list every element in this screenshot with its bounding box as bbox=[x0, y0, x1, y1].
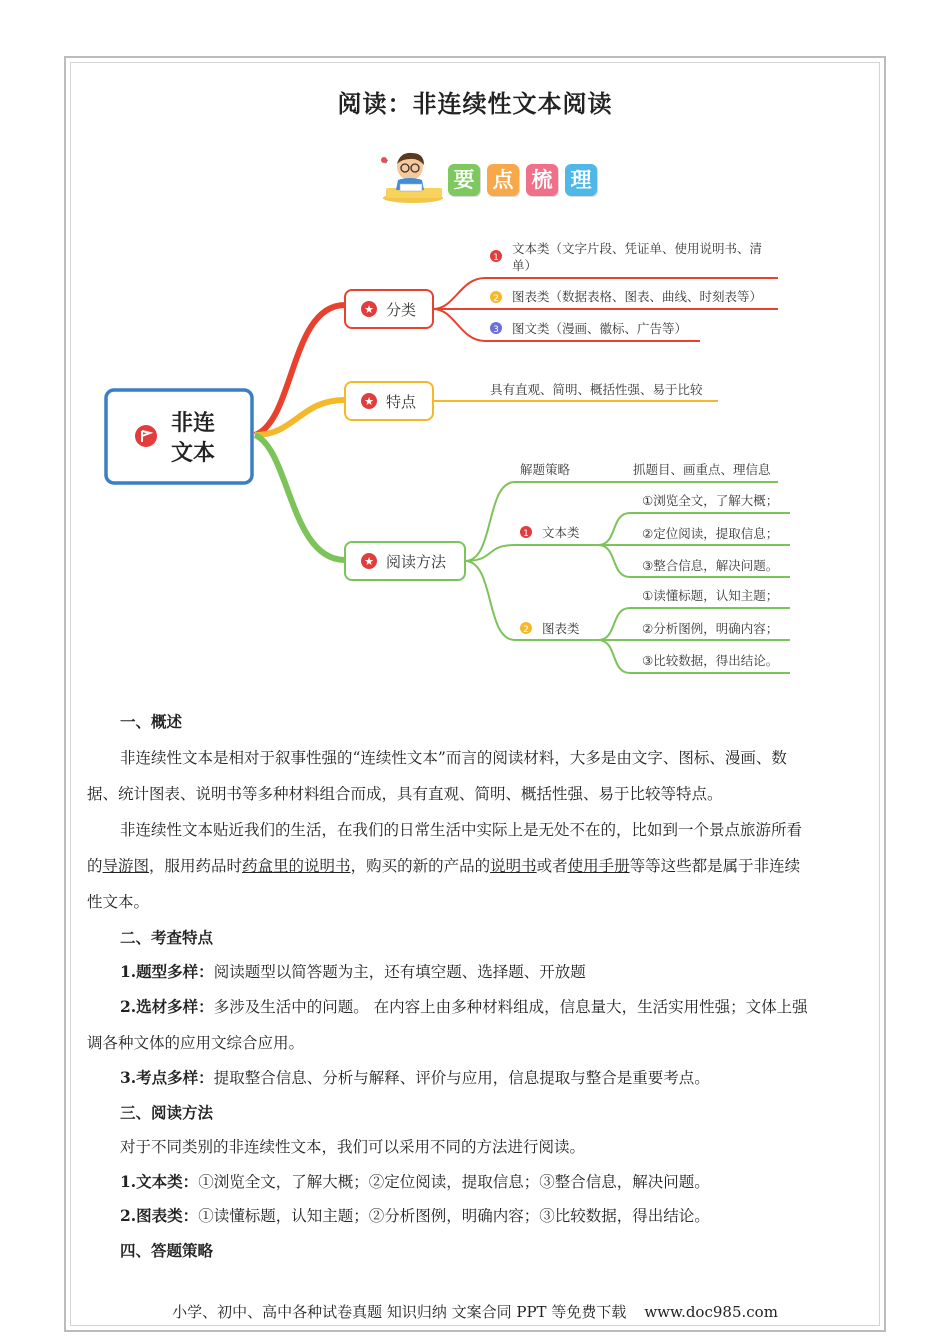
list-item-cont: 调各种文体的应用文综合应用。 bbox=[87, 1034, 305, 1052]
page-title: 阅读：非连续性文本阅读 bbox=[337, 90, 613, 118]
classify-item-1: 文本类（文字片段、凭证单、使用说明书、清 bbox=[512, 241, 763, 256]
footer-url[interactable]: www.doc985.com bbox=[644, 1303, 778, 1321]
paragraph: 非连续性文本是相对于叙事性强的“连续性文本”而言的阅读材料，大多是由文字、图标、漫画、数 bbox=[120, 749, 787, 767]
list-item: 2.选材多样：多涉及生活中的问题。 在内容上由多种材料组成，信息量大，生活实用性强；文体上强 bbox=[120, 997, 808, 1016]
paragraph: 对于不同类别的非连续性文本，我们可以采用不同的方法进行阅读。 bbox=[120, 1138, 586, 1156]
text-step-1: ①浏览全文，了解大概； bbox=[642, 493, 779, 508]
root-label-line2: 文本 bbox=[170, 441, 216, 466]
node-features-label: 特点 bbox=[386, 393, 417, 411]
paragraph: 据、统计图表、说明书等多种材料组合而成，具有直观、简明、概括性强、易于比较等特点。 bbox=[87, 785, 723, 803]
page-footer bbox=[0, 1301, 950, 1322]
classify-item-2: 图表类（数据表格、图表、曲线、时刻表等） bbox=[512, 289, 763, 304]
svg-text:1: 1 bbox=[493, 253, 499, 263]
svg-text:★: ★ bbox=[364, 395, 374, 408]
paragraph: 非连续性文本贴近我们的生活，在我们的日常生活中实际上是无处不在的，比如到一个景点旅游所看 bbox=[120, 821, 803, 839]
footer-text: 小学、初中、高中各种试卷真题 知识归纳 文案合同 PPT 等免费下载 bbox=[172, 1303, 627, 1321]
classify-item-3: 图文类（漫画、徽标、广告等） bbox=[512, 321, 688, 336]
list-item: 3.考点多样：提取整合信息、分析与解释、评价与应用，信息提取与整合是重要考点。 bbox=[120, 1068, 710, 1087]
badge-char-2: 点 bbox=[487, 164, 519, 196]
chart-step-3: ③比较数据，得出结论。 bbox=[642, 653, 779, 668]
chart-step-2: ②分析图例，明确内容； bbox=[642, 621, 779, 636]
section-heading-strategy: 四、答题策略 bbox=[120, 1241, 214, 1260]
section-heading-overview: 一、概述 bbox=[120, 712, 183, 731]
classify-item-1-cont: 单） bbox=[512, 258, 538, 273]
node-methods-label: 阅读方法 bbox=[386, 553, 447, 571]
text-type-label: 文本类 bbox=[542, 525, 580, 540]
svg-text:3: 3 bbox=[493, 325, 499, 335]
text-step-3: ③整合信息，解决问题。 bbox=[642, 558, 779, 573]
svg-text:★: ★ bbox=[364, 555, 374, 568]
chart-step-1: ①读懂标题，认知主题； bbox=[642, 588, 779, 603]
list-item: 1.文本类：①浏览全文，了解大概；②定位阅读，提取信息；③整合信息，解决问题。 bbox=[120, 1172, 710, 1191]
paragraph: 的导游图，服用药品时药盒里的说明书，购买的新的产品的说明书或者使用手册等等这些都是属于非连续 bbox=[87, 857, 801, 875]
list-item: 2.图表类：①读懂标题，认知主题；②分析图例，明确内容；③比较数据，得出结论。 bbox=[120, 1206, 710, 1225]
badge-char-4: 理 bbox=[565, 164, 597, 196]
svg-text:2: 2 bbox=[523, 625, 529, 635]
svg-text:1: 1 bbox=[523, 529, 529, 539]
section-heading-methods: 三、阅读方法 bbox=[120, 1103, 214, 1122]
strategy-text: 抓题目、画重点、理信息 bbox=[633, 462, 771, 477]
list-item: 1.题型多样：阅读题型以简答题为主，还有填空题、选择题、开放题 bbox=[120, 962, 586, 981]
article-body bbox=[87, 0, 867, 1300]
section-heading-exam: 二、考查特点 bbox=[120, 928, 214, 947]
strategy-label: 解题策略 bbox=[520, 462, 571, 477]
chart-type-label: 图表类 bbox=[542, 621, 580, 636]
svg-text:★: ★ bbox=[364, 303, 374, 316]
node-classify-label: 分类 bbox=[386, 301, 417, 319]
paragraph: 性文本。 bbox=[87, 893, 150, 911]
badge-char-3: 梳 bbox=[526, 164, 558, 196]
text-step-2: ②定位阅读，提取信息； bbox=[642, 526, 779, 541]
svg-text:2: 2 bbox=[493, 294, 499, 304]
badge-char-1: 要 bbox=[448, 164, 480, 196]
root-label-line1: 非连 bbox=[170, 411, 216, 436]
features-text: 具有直观、简明、概括性强、易于比较 bbox=[490, 382, 703, 397]
